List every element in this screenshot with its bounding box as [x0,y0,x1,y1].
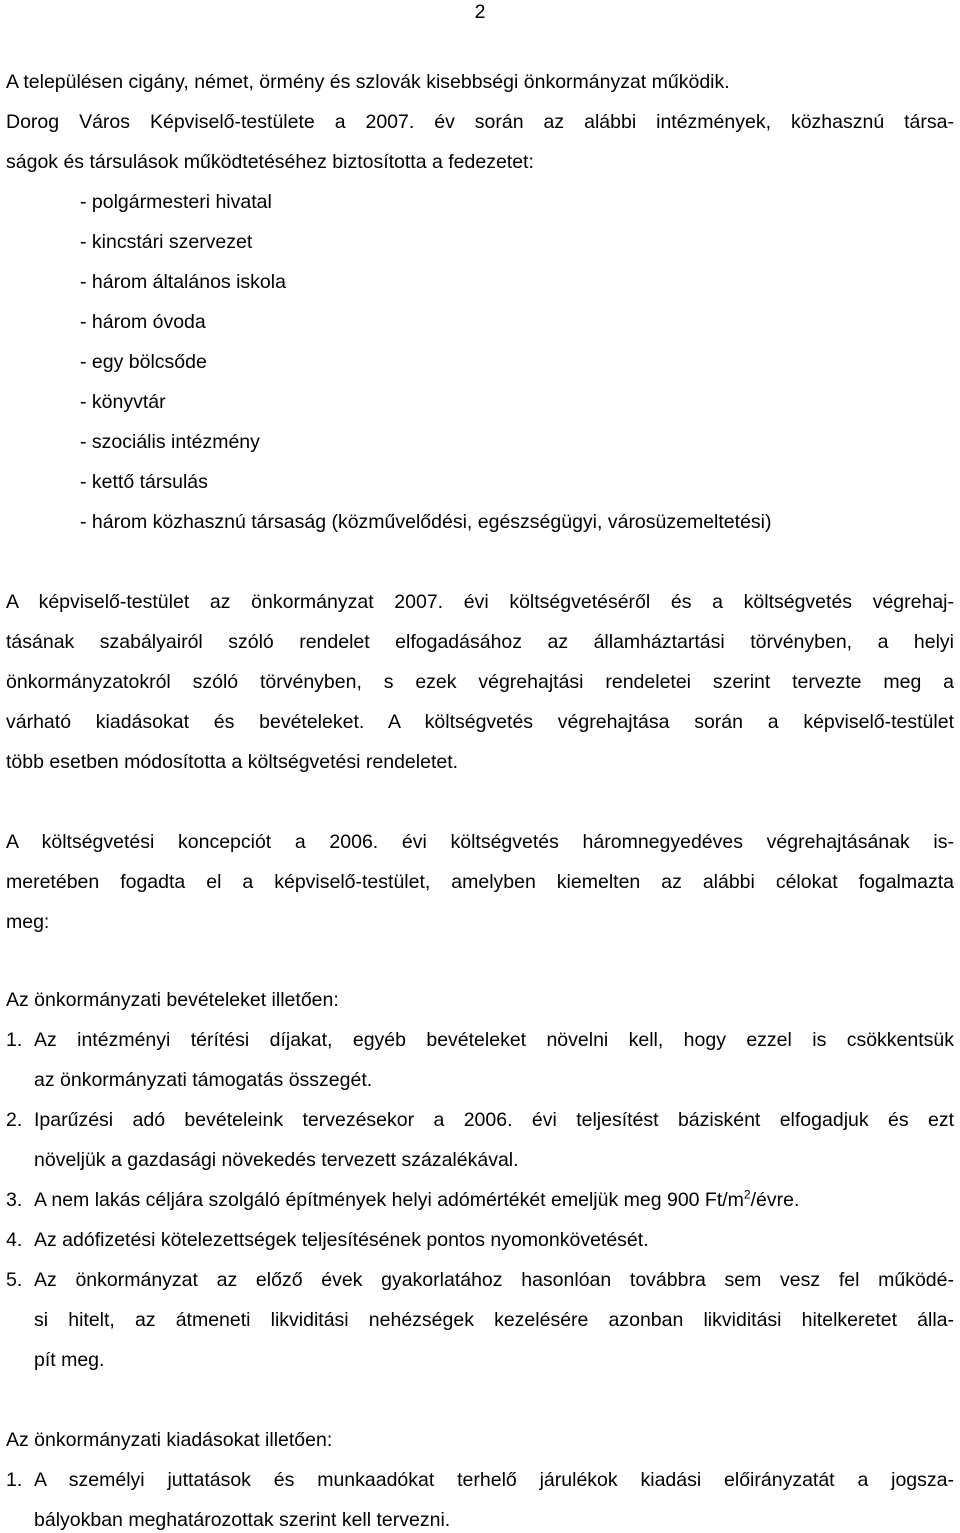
list-number: 4. [6,1229,23,1251]
revenue-heading: Az önkormányzati bevételeket illetően: [6,989,339,1011]
page-number: 2 [474,1,486,23]
list-number: 2. [6,1109,23,1131]
institution-item: - három közhasznú társaság (közművelődési, egészségügyi, városüzemeltetési) [80,511,772,533]
list-number: 1. [6,1029,23,1051]
institution-item: - három általános iskola [80,271,286,293]
paragraph-line: A képviselő-testület az önkormányzat 2007. évi költségvetéséről és a költségvetés végrehaj- [6,591,954,613]
paragraph-line: meg: [6,911,50,933]
institution-item: - kincstári szervezet [80,231,253,253]
list-item-line [34,1188,799,1212]
list-item-line: pít meg. [34,1349,105,1371]
intro-line: ságok és társulások működtetéséhez biztosította a fedezetet: [6,151,534,173]
institution-item: - kettő társulás [80,471,208,493]
list-number: 1. [6,1469,23,1491]
institution-item: - szociális intézmény [80,431,260,453]
list-item-line: A személyi juttatások és munkaadókat terhelő járulékok kiadási előirányzatát a jogsza- [34,1469,954,1491]
list-number: 3. [6,1189,23,1211]
paragraph-line: több esetben módosította a költségvetési rendeletet. [6,751,459,773]
intro-line: Dorog Város Képviselő-testülete a 2007. év során az alábbi intézmények, közhasznú társa- [6,111,954,133]
paragraph-line: meretében fogadta el a képviselő-testület, amelyben kiemelten az alábbi célokat fogalmazta [6,871,954,893]
list-item-line: Az intézményi térítési díjakat, egyéb bevételeket növelni kell, hogy ezzel is csökkentsük [34,1029,954,1051]
list-number: 5. [6,1269,23,1291]
paragraph-line: tásának szabályairól szóló rendelet elfogadásához az államháztartási törvényben, a helyi [6,631,954,653]
paragraph-line: várható kiadásokat és bevételeket. A költségvetés végrehajtása során a képviselő-testület [6,711,954,733]
list-item-text: A nem lakás céljára szolgáló építmények helyi adómértékét emeljük meg 900 Ft/m [34,1189,744,1211]
list-item-line: Iparűzési adó bevételeink tervezésekor a 2006. évi teljesítést bázisként elfogadjuk és ezt [34,1109,954,1131]
intro-line: A településen cigány, német, örmény és szlovák kisebbségi önkormányzat működik. [6,71,730,93]
paragraph-line: önkormányzatokról szóló törvényben, s ezek végrehajtási rendeletei szerint tervezte meg a [6,671,954,693]
list-item-line: Az önkormányzat az előző évek gyakorlatához hasonlóan továbbra sem vesz fel működé- [34,1269,954,1291]
institution-item: - egy bölcsőde [80,351,207,373]
institution-item: - három óvoda [80,311,206,333]
list-item-line: Az adófizetési kötelezettségek teljesítésének pontos nyomonkövetését. [34,1229,649,1251]
list-item-line: növeljük a gazdasági növekedés tervezett százalékával. [34,1149,519,1171]
list-item-text: /évre. [750,1189,800,1211]
expense-heading: Az önkormányzati kiadásokat illetően: [6,1429,333,1451]
superscript: 2 [743,1187,751,1202]
list-item-line: si hitelt, az átmeneti likviditási nehézségek kezelésére azonban likviditási hitelkeretet álla- [34,1309,954,1331]
institution-item: - könyvtár [80,391,166,413]
list-item-line: az önkormányzati támogatás összegét. [34,1069,373,1091]
list-item-line: bályokban meghatározottak szerint kell tervezni. [34,1509,451,1531]
institution-item: - polgármesteri hivatal [80,191,272,213]
paragraph-line: A költségvetési koncepciót a 2006. évi költségvetés háromnegyedéves végrehajtásának is- [6,831,954,853]
